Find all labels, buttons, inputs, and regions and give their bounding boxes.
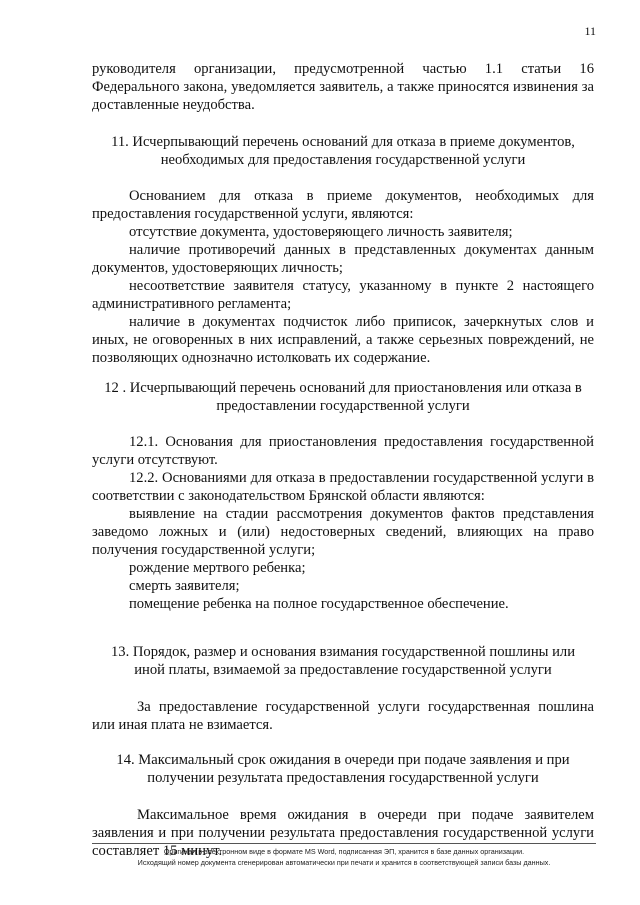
footer-line-2: Исходящий номер документа сгенерирован автоматически при печати и хранится в соответствующей записи базы данных. <box>137 858 551 867</box>
section-12-item: выявление на стадии рассмотрения документов фактов представления заведомо ложных и (или) недостоверных сведений, влияющих на право получения государственной услуги; <box>92 506 594 558</box>
section-11-item: наличие противоречий данных в представленных документах данным документов, удостоверяющих личность; <box>92 242 594 276</box>
footer-line-1: Оригинал в электронном виде в формате MS Word, подписанная ЭП, хранится в базе данных организации. <box>163 847 525 856</box>
section-11-item: отсутствие документа, удостоверяющего личность заявителя; <box>129 224 513 240</box>
section-11-heading: 11. Исчерпывающий перечень оснований для отказа в приеме документов, необходимых для предоставления государственной услуги <box>111 134 575 168</box>
section-11-item: наличие в документах подчисток либо приписок, зачеркнутых слов и иных, не оговоренных в них исправлений, а также серьезных повреждений, не позволяющих однозначно истолковать их содержание. <box>92 314 594 366</box>
page-number: 11 <box>584 24 596 38</box>
section-12-item: смерть заявителя; <box>129 578 240 594</box>
intro-paragraph: руководителя организации, предусмотренной частью 1.1 статьи 16 Федерального закона, уведомляется заявитель, а также приносятся извинения за доставленные неудобства. <box>92 61 594 113</box>
section-11-lead: Основанием для отказа в приеме документов, необходимых для предоставления государственной услуги, являются: <box>92 188 594 222</box>
section-13-heading: 13. Порядок, размер и основания взимания государственной пошлины или иной платы, взимаемой за предоставление государственной услуги <box>110 644 575 678</box>
section-14-heading: 14. Максимальный срок ожидания в очереди при подаче заявления и при получении результата предоставления государственной услуги <box>116 752 570 786</box>
section-14-text: Максимальное время ожидания в очереди при подаче заявителем заявления и при получении результата предоставления государственной услуги составляет 15 минут. <box>92 807 594 859</box>
section-12-1: 12.1. Основания для приостановления предоставления государственной услуги отсутствуют. <box>92 434 594 468</box>
section-13-text: За предоставление государственной услуги государственная пошлина или иная плата не взимается. <box>92 699 594 733</box>
section-11-item: несоответствие заявителя статусу, указанному в пункте 2 настоящего административного регламента; <box>92 278 594 312</box>
document-body <box>92 60 594 860</box>
section-12-heading: 12 . Исчерпывающий перечень оснований для приостановления или отказа в предоставлении государственной услуги <box>104 380 582 414</box>
footer <box>92 846 596 868</box>
footer-divider <box>92 843 596 844</box>
section-12-2: 12.2. Основаниями для отказа в предоставлении государственной услуги в соответствии с законодательством Брянской области являются: <box>92 470 594 504</box>
section-12-item: помещение ребенка на полное государственное обеспечение. <box>129 596 509 612</box>
section-12-item: рождение мертвого ребенка; <box>129 560 306 576</box>
